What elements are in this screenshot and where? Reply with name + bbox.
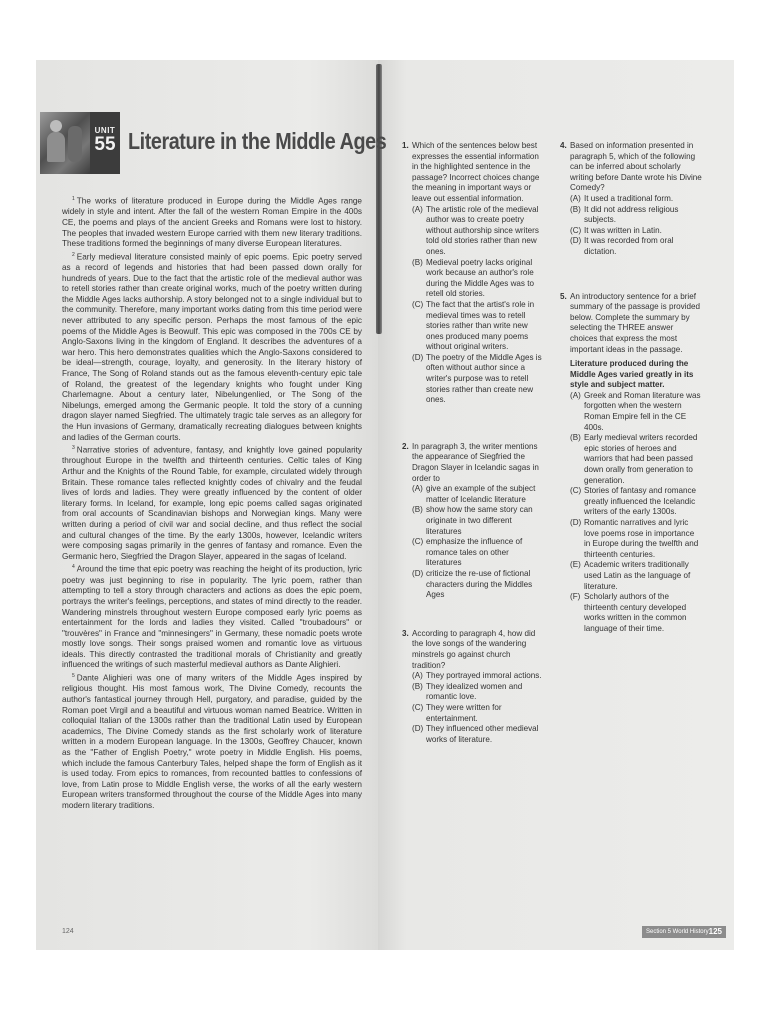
summary-sentence: Literature produced during the Middle Ages varied greatly in its style and subject matter. bbox=[570, 359, 694, 390]
answer-option[interactable]: (B) It did not address religious subjects. bbox=[570, 204, 679, 225]
answer-option[interactable]: (B) Medieval poetry lacks original work because an author's role during the Middle Ages was to retell old stories. bbox=[412, 257, 534, 299]
unit-photo bbox=[40, 112, 90, 174]
answer-option[interactable]: (C) The fact that the artist's role in medieval times was to retell stories rather than write new ones produced many poems without original writers. bbox=[412, 299, 535, 352]
answer-option[interactable]: (A) It used a traditional form. bbox=[570, 193, 674, 203]
question-stem: Based on information presented in paragraph 5, which of the following can be inferred about scholarly writing before Dante wrote his Divine Comedy? bbox=[570, 141, 702, 193]
answer-option[interactable]: (A) Greek and Roman literature was forgotten when the western Roman Empire fell in the CE 400s. bbox=[570, 390, 701, 432]
question-2: 2. In paragraph 3, the writer mentions the appearance of Siegfried the Dragon Slayer in Icelandic sagas in order to (A) give an example of the subject matter of Icelandic literature (B) show how the same story can originate in two different literatures (C) emphasize the influence of romance tales on other literatures (D) criticize the re-use of fictional characters during the Middles Ages bbox=[402, 442, 544, 601]
question-5: 5. An introductory sentence for a brief summary of the passage is provided below. Complete the summary by selecting the THREE answer choices that express the most important ideas in the passage. Literature produced during the Middle Ages varied greatly in its style and subject matter. (A) Greek and Roman literature was forgotten when the western Roman Empire fell in the CE 400s. (B) Early medieval writers recorded epic stories of heroes and warriors that had been passed down orally from generation to generation. (C) Stories of fantasy and romance greatly influenced the Icelandic writers of the early 1300s. (D) Romantic narratives and lyric love poems rose in importance in Europe during the twelfth and thirteenth centuries. (E) Academic writers traditionally used Latin as the language of literature. (F) Scholarly authors of the thirteenth century developed works written in the common language of their time. bbox=[560, 291, 701, 633]
left-page-number: 124 bbox=[62, 928, 74, 935]
unit-badge bbox=[90, 112, 120, 174]
answer-option[interactable]: (A) They portrayed immoral actions. bbox=[412, 671, 542, 681]
reading-passage bbox=[62, 194, 362, 812]
unit-number: 55 bbox=[94, 134, 116, 155]
unit-label: UNIT bbox=[94, 126, 116, 135]
question-stem: In paragraph 3, the writer mentions the appearance of Siegfried the Dragon Slayer in Icelandic sagas in order to bbox=[412, 441, 539, 483]
question-4: 4. Based on information presented in paragraph 5, which of the following can be inferred about scholarly writing before Dante wrote his Divine Comedy? (A) It used a traditional form. (B) It did not address religious subjects. (C) It was written in Latin. (D) It was recorded from oral dictation. bbox=[560, 141, 702, 256]
paragraph-5: $^5$ Dante Alighieri was one of many writers of the Middle Ages inspired by religious thought. His most famous work, The Divine Comedy, recounts the author's fantastical journey through Hell, purgatory, and paradise, guided by the Roman poet Virgil and a beautiful and virtuous woman named Beatrice. Written in colloquial Italian of the 1300s rather than the traditional Latin used by European academics, The Divine Comedy stands as the first scholarly work of literature written in a modern European language. In the 1300s, Geoffrey Chaucer, known as the "Father of English Poetry," wrote poetry in Middle English. His poems, which include the famous Canterbury Tales, helped shape the form of English as it is used today. From epics to romances, from recounted battles to confessions of love, from Latin prose to Middle English verse, the works of all the early western European writers transformed throughout the course of the Middle Ages into many modern literary traditions. bbox=[62, 673, 362, 810]
question-stem: Which of the sentences below best expresses the essential information in the highlighted sentence in the passage? Incorrect choices change the meaning in important ways or leave out essential information. bbox=[412, 141, 540, 203]
answer-option[interactable]: (D) criticize the re-use of fictional characters during the Middles Ages bbox=[412, 568, 533, 600]
questions-column-2 bbox=[560, 141, 702, 635]
paragraph-3: $^3$ Narrative stories of adventure, fantasy, and knightly love gained popularity throughout Europe in the twelfth and thirteenth centuries. Celtic tales of King Arthur and the Knights of the Round Table, for example, circulated widely through Britain. These romance tales reflected knightly codes of chivalry and the feudal lives of lords and ladies. They were greatly influenced by the content of older literary forms. In Iceland, for example, long epic poems called sagas originated from oral accounts of Scandinavian bishops and Norwegian kings. Many were written during a period of civil war and social decline, and thus reflect the social and cultural changes of the time. By the early 1300s, however, Icelandic writers were composing sagas primarily in the genres of fantasy and romance. Even the Germanic hero, Siegfried the Dragon Slayer, appeared in the sagas of Iceland. bbox=[62, 445, 362, 561]
answer-option[interactable]: (A) give an example of the subject matter of Icelandic literature bbox=[412, 484, 536, 504]
answer-option[interactable]: (D) They influenced other medieval works of literature. bbox=[412, 724, 539, 744]
section-footer bbox=[642, 926, 726, 938]
question-stem: According to paragraph 4, how did the love songs of the wandering minstrels go against church tradition? bbox=[412, 628, 536, 670]
answer-option[interactable]: (D) The poetry of the Middle Ages is often without author since a writer's purpose was to retell stories rather than create new ones. bbox=[412, 352, 542, 405]
answer-option[interactable]: (D) Romantic narratives and lyric love poems rose in importance in Europe during the twelfth and thirteenth centuries. bbox=[570, 518, 699, 559]
paragraph-1: $^1$ The works of literature produced in Europe during the Middle Ages range widely in style and intent. After the fall of the western Roman Empire in the 400s CE, the poems and plays of the ancient Greeks and Romans were lost to history. The peoples that invaded western Europe carried with them new literary traditions. These traditions formed the beginnings of many diverse European literatures. bbox=[62, 196, 362, 249]
answer-option[interactable]: (D) It was recorded from oral dictation. bbox=[570, 236, 674, 256]
section-label: Section 5 World History bbox=[646, 929, 709, 935]
paragraph-4: $^4$ Around the time that epic poetry was reaching the height of its production, lyric poetry was just beginning to rise in popularity. The lyric poem, rather than attempting to tell a story through characters and actions as does the epic poem, portrays the writer's feelings, perceptions, and states of mind directly to the reader. Wandering minstrels throughout western Europe composed early lyric poems as entertainment for the lords and ladies they visited. Called "troubadours" or "trouvères" in France and "minnesingers" in Germany, these nomadic poets wrote mostly love songs. Their songs praised women and romantic love as virtuous ideals. This directly contrasted the traditional morals of Christianity and greatly influenced the writings of such masterful medieval authors as Dante Alighieri. bbox=[62, 564, 362, 670]
answer-option[interactable]: (C) They were written for entertainment. bbox=[412, 702, 502, 723]
questions-column-1 bbox=[402, 141, 544, 745]
question-stem: An introductory sentence for a brief summary of the passage is provided below. Complete the summary by selecting the THREE answer choices that express the most important ideas in the passage. bbox=[570, 291, 701, 354]
question-3: 3. According to paragraph 4, how did the love songs of the wandering minstrels go against church tradition? (A) They portrayed immoral actions. (B) They idealized women and romantic love. (C) They were written for entertainment. (D) They influenced other medieval works of literature. bbox=[402, 629, 544, 746]
page-title: Literature in the Middle Ages bbox=[128, 128, 387, 154]
answer-option[interactable]: (B) show how the same story can originate in two different literatures bbox=[412, 505, 533, 536]
answer-option[interactable]: (B) Early medieval writers recorded epic stories of heroes and warriors that had been passed down orally from generation to generation. bbox=[570, 433, 698, 485]
answer-option[interactable]: (C) emphasize the influence of romance tales on other literatures bbox=[412, 537, 523, 568]
answer-option[interactable]: (E) Academic writers traditionally used Latin as the language of literature. bbox=[570, 560, 691, 591]
right-page-number: 125 bbox=[708, 927, 722, 936]
answer-option[interactable]: (F) Scholarly authors of the thirteenth century developed works written in the common language of their time. bbox=[570, 592, 687, 633]
answer-option[interactable]: (C) It was written in Latin. bbox=[570, 225, 662, 235]
question-1: 1. Which of the sentences below best expresses the essential information in the highlighted sentence in the passage? Incorrect choices change the meaning in important ways or leave out essential information. (A) The artistic role of the medieval author was to create poetry without authorship since writers told old stories rather than new ones. (B) Medieval poetry lacks original work because an author's role during the Middle Ages was to retell old stories. (C) The fact that the artist's role in medieval times was to retell stories rather than write new ones produced many poems without original writers. (D) The poetry of the Middle Ages is often without author since a writer's purpose was to retell stories rather than create new ones. bbox=[402, 141, 544, 406]
paragraph-2: $^2$ Early medieval literature consisted mainly of epic poems. Epic poetry served as a record of legends and histories that had been passed down orally for hundreds of years. Due to the fact that the artistic role of the medieval author was to retell stories rather than create original works, much of the poetry written during the Middle Ages lacks authorship. A story belonged not to a single individual but to the community. Therefore, many important works dating from this time period were never attributed to any specific person. Perhaps the most famous of the epic poems of the Middle Ages is Beowulf. This epic was composed in the 700s CE by Anglo-Saxons living in the kingdom of England. It describes the adventures of a war hero. This hero demonstrates qualities which the Anglo-Saxons considered to be ideal—strength, courage, loyalty, and generosity. In the literary history of France, The Song of Roland stands out as the famous eleventh-century epic tale of Roland, the greatest of the legendary knights who fought under King Charlemagne. About a century later, Nibelungenlied, or The Song of the Nibelungs, emerged among the Germanic people. It told the story of a cunning dragon slayer named Siegfried. The ultimately tragic tale serves as an allegory for the Hun invasions of Germany, dramatically recreating dialogues between knights and ladies of the German courts. bbox=[62, 251, 362, 442]
answer-option[interactable]: (B) They idealized women and romantic love. bbox=[412, 681, 523, 702]
binding-gutter bbox=[376, 64, 382, 334]
answer-option[interactable]: (C) Stories of fantasy and romance greatly influenced the Icelandic writers of the early 1300s. bbox=[570, 486, 697, 517]
answer-option[interactable]: (A) The artistic role of the medieval author was to create poetry without authorship since writers told old stories rather than new ones. bbox=[412, 204, 539, 256]
